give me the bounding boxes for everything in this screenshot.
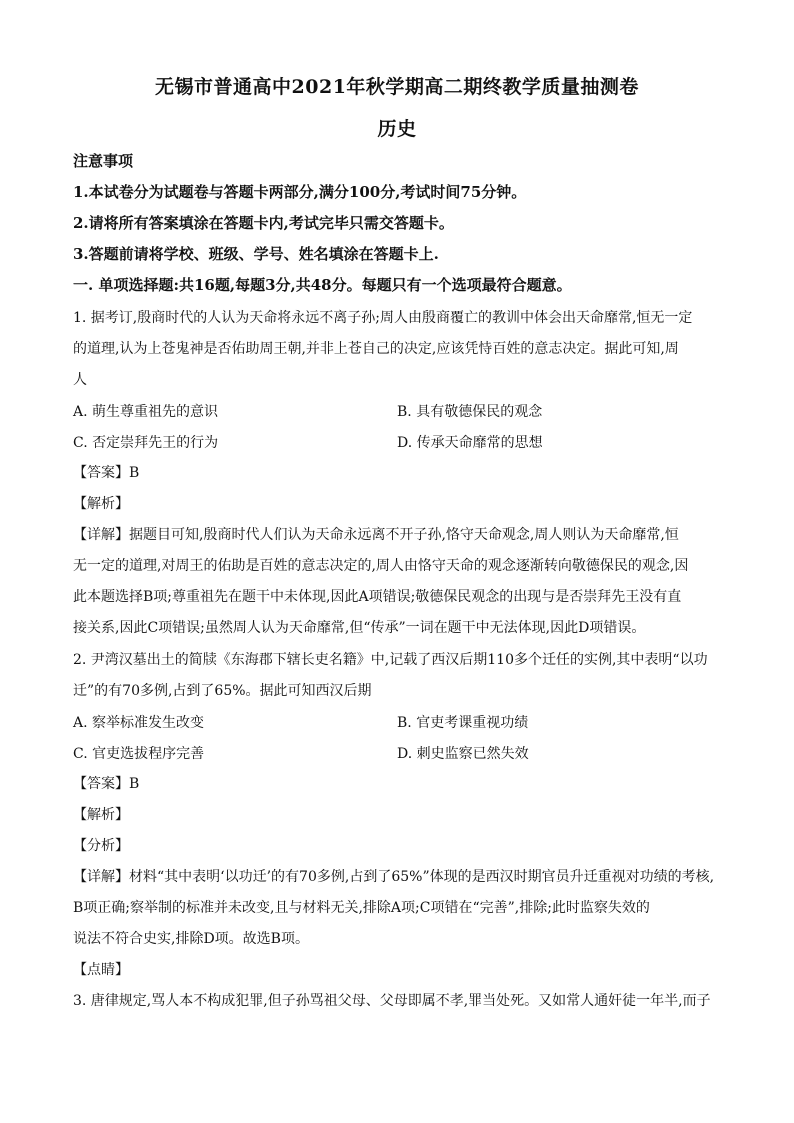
subject-title: 历史 xyxy=(377,118,417,140)
q1-option-b: B. 具有敬德保民的观念 xyxy=(397,404,543,420)
q1-option-c: C. 否定崇拜先王的行为 xyxy=(73,435,219,451)
q1-option-a: A. 萌生尊重祖先的意识 xyxy=(73,404,219,420)
q1-stem-line-1: 1. 据考订,殷商时代的人认为天命将永远不离子孙;周人由殷商覆亡的教训中体会出天命靡常,恒无一定 xyxy=(73,310,693,326)
q2-option-a: A. 察举标准发生改变 xyxy=(73,715,205,731)
q2-stem-line-1: 2. 尹湾汉墓出土的简牍《东海郡下辖长吏名籍》中,记载了西汉后期110多个迁任的实例,其中表明“以功 xyxy=(73,652,708,668)
q2-option-c: C. 官吏选拔程序完善 xyxy=(73,746,205,762)
q2-answer: 【答案】B xyxy=(73,776,140,792)
exam-title: 无锡市普通高中2021年秋学期高二期终教学质量抽测卷 xyxy=(155,76,639,98)
notice-item-1: 1.本试卷分为试题卷与答题卡两部分,满分100分,考试时间75分钟。 xyxy=(73,183,527,201)
q1-detail-line-2: 无一定的道理,对周王的佑助是百姓的意志决定的,周人由恪守天命的观念逐渐转向敬德保民的观念,因 xyxy=(73,558,689,574)
q2-option-d: D. 刺史监察已然失效 xyxy=(397,746,529,762)
q2-detail-line-1: 【详解】材料“其中表明‘以功迁’的有70多例,占到了65%”体现的是西汉时期官员升迁重视对功绩的考核, xyxy=(73,869,715,885)
section-heading: 一. 单项选择题:共16题,每题3分,共48分。每题只有一个选项最符合题意。 xyxy=(73,276,572,294)
q2-analysis-label: 【解析】 xyxy=(73,807,129,823)
q1-stem-line-3: 人 xyxy=(73,372,87,388)
notice-item-3: 3.答题前请将学校、班级、学号、姓名填涂在答题卡上. xyxy=(73,245,439,263)
q2-option-b: B. 官吏考课重视功绩 xyxy=(397,715,529,731)
q1-option-d: D. 传承天命靡常的思想 xyxy=(397,435,543,451)
q1-analysis-label: 【解析】 xyxy=(73,496,129,512)
notice-heading: 注意事项 xyxy=(73,152,134,170)
q1-stem-line-2: 的道理,认为上苍鬼神是否佑助周王朝,并非上苍自己的决定,应该凭恃百姓的意志决定。据此可知,周 xyxy=(73,341,679,357)
q2-detail-line-2: B项正确;察举制的标准并未改变,且与材料无关,排除A项;C项错在“完善”,排除;此时监察失效的 xyxy=(73,900,650,916)
notice-item-2: 2.请将所有答案填涂在答题卡内,考试完毕只需交答题卡。 xyxy=(73,214,454,232)
q1-detail-line-3: 此本题选择B项;尊重祖先在题干中未体现,因此A项错误;敬德保民观念的出现与是否崇拜先王没有直 xyxy=(73,589,682,605)
q2-detail-line-3: 说法不符合史实,排除D项。故选B项。 xyxy=(73,931,309,947)
q2-fenxi-label: 【分析】 xyxy=(73,838,129,854)
q3-stem-line-1: 3. 唐律规定,骂人本不构成犯罪,但子孙骂祖父母、父母即属不孝,罪当处死。又如常人通奸徒一年半,而子 xyxy=(73,993,711,1009)
q1-detail-line-1: 【详解】据题目可知,殷商时代人们认为天命永远离不开子孙,恪守天命观念,周人则认为天命靡常,恒 xyxy=(73,527,679,543)
q2-dianjing-label: 【点睛】 xyxy=(73,962,129,978)
q1-answer: 【答案】B xyxy=(73,465,140,481)
q1-detail-line-4: 接关系,因此C项错误;虽然周人认为天命靡常,但“传承”一词在题干中无法体现,因此D项错误。 xyxy=(73,620,646,636)
q2-stem-line-2: 迁”的有70多例,占到了65%。据此可知西汉后期 xyxy=(73,683,372,699)
